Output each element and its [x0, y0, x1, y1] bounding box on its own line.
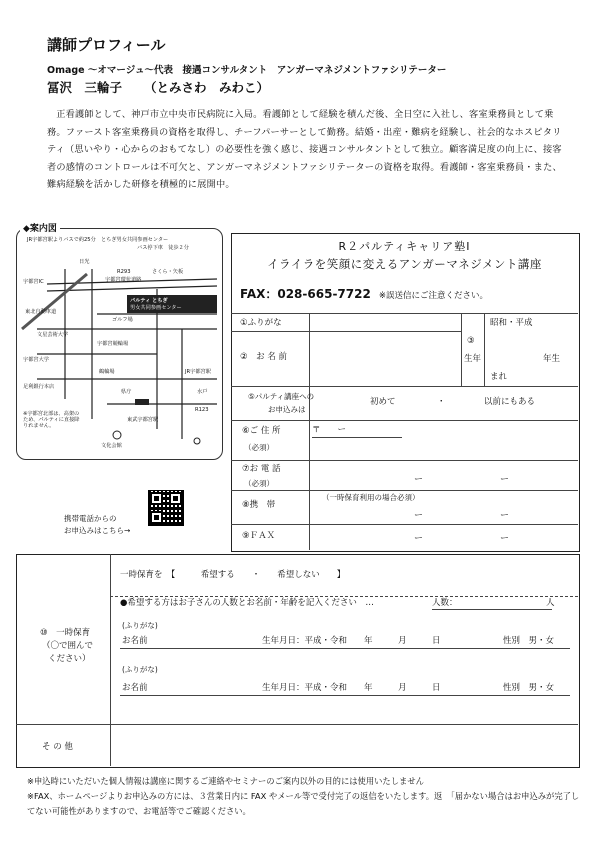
instructor-org: Omage ～オマージュ～代表 接遇コンサルタント アンガーマネジメントファシリテーター [47, 65, 447, 76]
qr-code-icon[interactable] [148, 490, 184, 526]
tel-required: （必須） [244, 479, 274, 488]
map-label-bunsei: 文星芸術大学 [37, 332, 69, 338]
apply-before-option[interactable]: 以前にもある [484, 397, 536, 407]
fax-hyphen-2: ー [500, 534, 510, 544]
map-label-kokumin: 宇都宮競輪場 [97, 341, 129, 347]
map-label-parutie: パルティ とちぎ [130, 298, 168, 304]
map-bus-info: JR宇都宮駅よりバスで約25分 とちぎ男女共同参画センター [27, 237, 169, 243]
map-label-tobu: 東武宇都宮駅 [127, 417, 159, 423]
child1-sex[interactable]: 性別 男・女 [503, 636, 555, 646]
child2-name-label: お名前 [122, 683, 148, 693]
childcare-label-3: ください） [48, 654, 91, 664]
map-label-parutie-2: 男女共同参画センター [130, 305, 182, 311]
instructor-reading: （とみさわ みわこ） [144, 80, 270, 95]
map-title: ◆案内図 [20, 221, 60, 234]
map-label-ic: 宇都宮IC [23, 279, 44, 285]
birth-year-suffix: 年生 [543, 354, 561, 364]
address-label: ⑥ご 住 所 [242, 426, 281, 436]
zip-code-field[interactable]: 〒 ー [312, 425, 347, 435]
furigana-field[interactable] [310, 314, 460, 330]
map-bus-info-2: バス停下車 徒歩２分 [137, 245, 189, 251]
apply-separator: ・ [437, 397, 446, 407]
apply-label-2: お申込みは [268, 405, 306, 414]
mobile-hyphen-1: ー [414, 511, 424, 521]
footer-notes [27, 774, 582, 819]
child2-birthday[interactable]: 生年月日：平成・令和 年 月 日 [262, 683, 441, 693]
other-label: そ の 他 [42, 742, 73, 752]
tel-hyphen-1: ー [414, 475, 424, 485]
mobile-required-note: （一時保育利用の場合必須） [322, 493, 420, 502]
name-label: ② お 名 前 [240, 352, 288, 362]
footer-confirmation: ※FAX、ホームページよりお申込みの方には、３営業日内に FAX やメール等で受付完了の返信をいたします。返 「届かない場合はお申込みが完了してない可能性がありますので、お電話等でご確認ください。 [27, 791, 580, 816]
access-map [16, 228, 223, 460]
child1-name-label: お名前 [122, 636, 148, 646]
other-field[interactable] [111, 725, 577, 765]
address-required: （必須） [244, 443, 274, 452]
birth-label: 生年 [464, 354, 482, 364]
tel-hyphen-2: ー [500, 475, 510, 485]
fax-number: FAX：028-665-7722 ※誤送信にご注意ください。 [240, 287, 488, 301]
child2-furigana: (ふりがな) [122, 665, 158, 674]
form-heading: R２パルティキャリア塾Ⅰ [338, 240, 471, 253]
map-label-tsurusho: 鶴輪場 [99, 369, 115, 375]
map-label-golf: ゴルフ場 [112, 317, 133, 323]
childcare-label: ⑩ 一時保育 [40, 628, 91, 638]
map-label-r293: R293 [117, 269, 131, 275]
child1-furigana: (ふりがな) [122, 621, 158, 630]
mobile-label: ⑧携 帯 [242, 500, 276, 510]
map-label-nikko: 日光 [79, 259, 90, 265]
mobile-hyphen-2: ー [500, 511, 510, 521]
instructor-bio: 正看護師として、神戸市立中央市民病院に入局。看護師として経験を積んだ後、全日空に入社し、客室乗務員として乗務。ファースト客室乗務員の資格を取得し、チーフパーサーとして勤務。結婚・出産・難病を経験し、社会的なホスピタリティ（思いやり・心からのおもてなし）の必要性を強く感じ、接遇コンサルタントとして独立。顧客満足度の向上に、接客者の感情のコントロールは不可欠と、アンガーマネジメントファシリテーターの資格を取得。看護師・客室乗務員・また、難病経験を活かした研修を積極的に展開中。 [47, 109, 562, 190]
child-count-label: 人数： [432, 598, 458, 608]
map-label-tohoku: 東北自動車道 [25, 309, 57, 315]
birth-suffix-2: まれ [490, 372, 508, 382]
footer-privacy: ※申込時にいただいた個人情報は講座に関するご連絡やセミナーのご案内以外の目的には使用いたしません [27, 776, 424, 786]
map-label-mito: 水戸 [197, 389, 208, 395]
name-field[interactable] [310, 332, 460, 385]
map-label-bypass: 宇都宮環状道路 [105, 277, 142, 283]
instructor-name-text: 冨沢 三輪子 [47, 80, 123, 95]
childcare-label-2: （〇で囲んで [42, 641, 94, 651]
apply-first-option[interactable]: 初めて [370, 397, 396, 407]
map-label-sakura: さくら・矢板 [152, 269, 184, 275]
fax-label: ⑨ＦＡＸ [242, 531, 276, 541]
childcare-choice[interactable]: 一時保育を 【 希望する ・ 希望しない 】 [120, 570, 346, 580]
map-label-kenchou: 県庁 [121, 389, 132, 395]
map-label-ashikaga: 足利銀行本店 [23, 384, 55, 390]
map-note: ※宇都宮北部は、高架のため、パルティに直接降りれません。 [23, 411, 80, 429]
childcare-note: ●希望する方はお子さんの人数とお名前・年齢を記入ください … [120, 598, 374, 608]
map-label-ootori: 文化会館 [101, 443, 122, 449]
apply-label: ⑤パルティ講座への [248, 392, 315, 401]
map-label-r123: R123 [195, 407, 209, 413]
mobile-apply-note: 携帯電話からの お申込みはこちら→ [64, 514, 131, 535]
furigana-label: ①ふりがな [240, 318, 282, 328]
child1-birthday[interactable]: 生年月日：平成・令和 年 月 日 [262, 636, 441, 646]
fax-hyphen-1: ー [414, 534, 424, 544]
child2-sex[interactable]: 性別 男・女 [503, 683, 555, 693]
instructor-name [47, 78, 269, 96]
page-title: 講師プロフィール [47, 36, 166, 54]
map-label-jr: JR宇都宮駅 [185, 369, 211, 375]
birth-number: ③ [467, 336, 475, 346]
tel-label: ⑦お 電 話 [242, 464, 281, 474]
birth-era-options[interactable]: 昭和・平成 [490, 318, 533, 328]
map-label-utsunomiya-univ: 宇都宮大学 [23, 357, 49, 363]
child-count-suffix: 人 [546, 598, 555, 608]
form-course-title: イライラを笑顔に変えるアンガーマネジメント講座 [267, 257, 542, 271]
